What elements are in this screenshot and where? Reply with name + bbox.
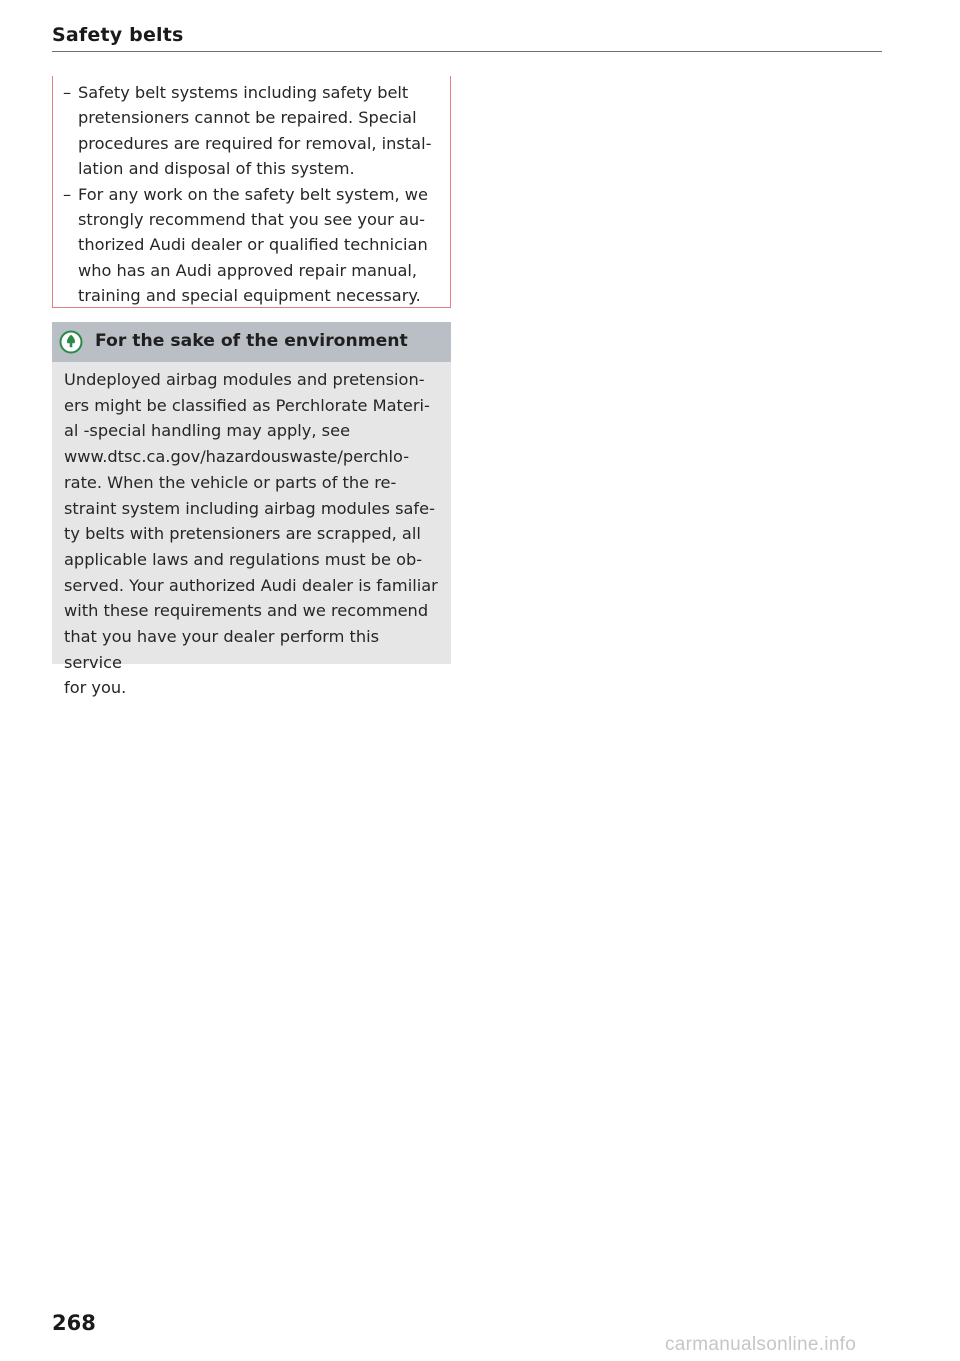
- warning-box: [52, 76, 451, 308]
- warning-bullet: [63, 182, 436, 309]
- environment-note-text: Undeployed airbag modules and pretension- ers might be classified as Perchlorate Materi- al -special handling may apply, see www.dtsc.ca.gov/hazardouswaste/perchlo- rate. When the vehicle or parts of the re- straint system including airbag modules safe- ty belts with pretensioners are scrapped, all applicable laws and regulations must be ob- served. Your authorized Audi dealer is familiar with these requirements and we recommend that you have your dealer perform this service for you.: [64, 370, 438, 698]
- tree-icon: [59, 330, 83, 354]
- environment-note-body: [52, 362, 451, 698]
- bullet-text: Safety belt systems including safety belt pretensioners cannot be repaired. Special procedures are required for removal, instal- lation and disposal of this system.: [78, 83, 432, 179]
- header-divider: [52, 51, 882, 52]
- environment-note-header: [52, 322, 451, 362]
- environment-note-title: For the sake of the environment: [95, 331, 408, 351]
- page-number: 268: [52, 1311, 96, 1335]
- section-title: Safety belts: [52, 24, 184, 46]
- bullet-marker: –: [63, 83, 72, 102]
- watermark: carmanualsonline.info: [665, 1334, 857, 1355]
- bullet-text: For any work on the safety belt system, we strongly recommend that you see your au- thorized Audi dealer or qualified technician who has an Audi approved repair manual, training and special equipment necessary.: [78, 184, 428, 306]
- bullet-marker: –: [63, 184, 72, 204]
- warning-bullet: [63, 80, 436, 182]
